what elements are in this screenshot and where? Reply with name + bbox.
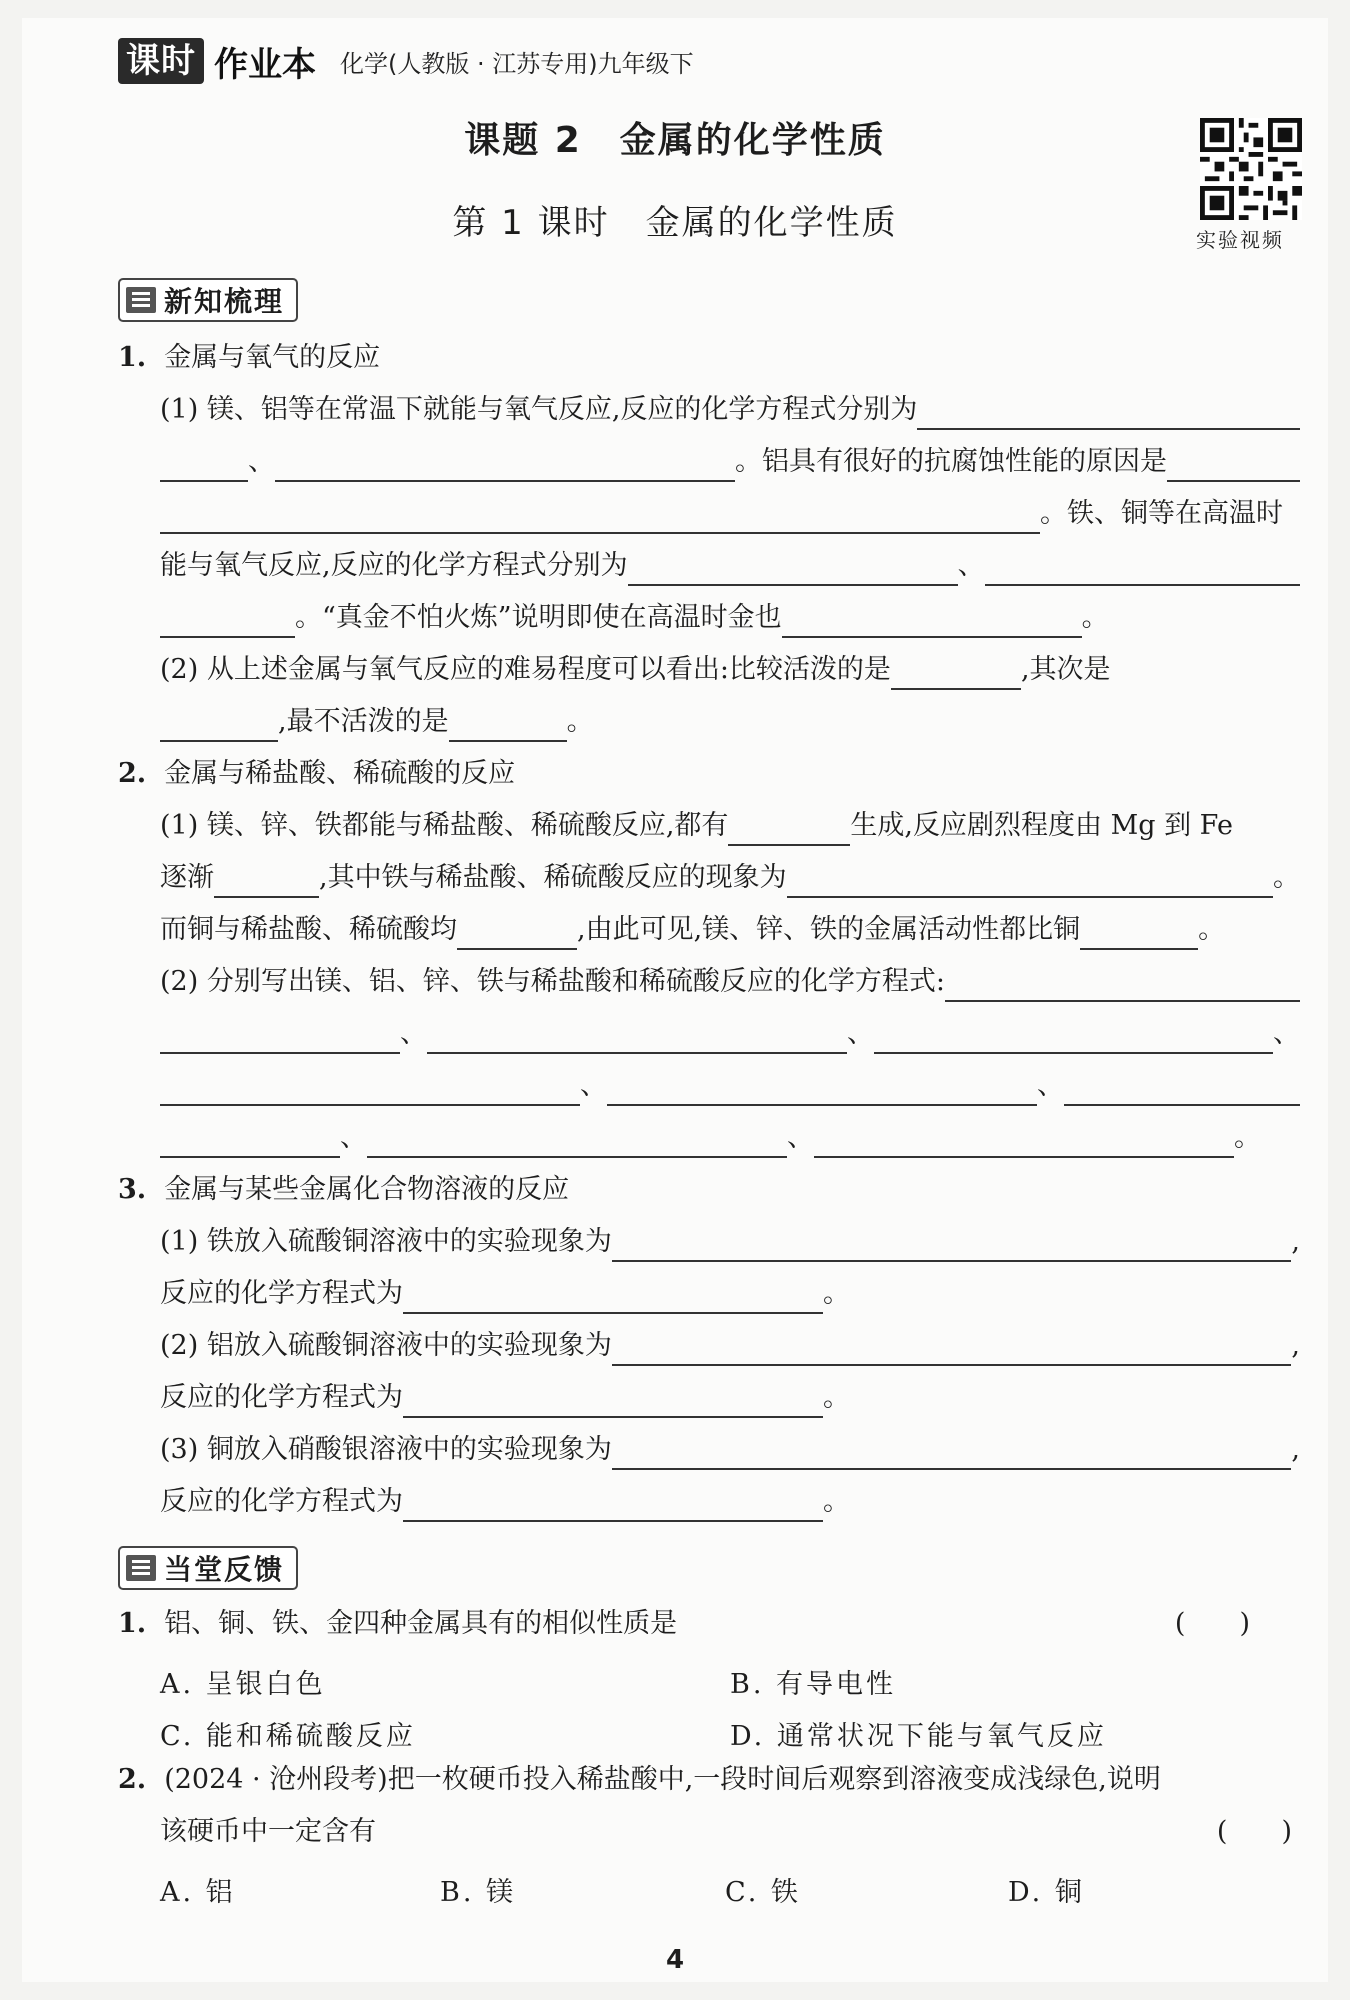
q1-option-b[interactable]: B. 有导电性 [730, 1669, 897, 1700]
item-title: 金属与稀盐酸、稀硫酸的反应 [164, 758, 516, 789]
text: 、 [580, 1070, 607, 1101]
text: 反应的化学方程式为 [160, 1278, 403, 1309]
k1-line-3 [160, 494, 1300, 534]
text: 。铝具有很好的抗腐蚀性能的原因是 [735, 446, 1167, 477]
text: 。“真金不怕火炼”说明即使在高温时金也 [295, 602, 782, 633]
answer-blank[interactable] [160, 604, 295, 638]
text: 、 [787, 1122, 814, 1153]
answer-blank[interactable] [160, 1124, 340, 1158]
pencil-icon [126, 1555, 156, 1581]
q2-option-b[interactable]: B. 镁 [440, 1877, 517, 1908]
item-number: 2. [118, 758, 147, 789]
text: 、 [1273, 1018, 1300, 1049]
q1-option-a[interactable]: A. 呈银白色 [160, 1669, 326, 1700]
question-number: 1. [118, 1608, 147, 1639]
q1-option-c[interactable]: C. 能和稀硫酸反应 [160, 1721, 416, 1752]
text: (2) 铝放入硫酸铜溶液中的实验现象为 [160, 1330, 612, 1361]
text: (1) 铁放入硫酸铜溶液中的实验现象为 [160, 1226, 612, 1257]
answer-blank[interactable] [160, 1020, 400, 1054]
text: 、 [340, 1122, 367, 1153]
answer-blank[interactable] [917, 396, 1300, 430]
text: , [1291, 1330, 1300, 1361]
k2-line-6 [160, 1066, 1300, 1106]
answer-blank[interactable] [1080, 916, 1198, 950]
answer-blank[interactable] [1167, 448, 1300, 482]
answer-blank[interactable] [403, 1488, 823, 1522]
text: ,最不活泼的是 [278, 706, 449, 737]
answer-blank[interactable] [457, 916, 577, 950]
answer-blank[interactable] [874, 1020, 1273, 1054]
answer-blank[interactable] [160, 448, 248, 482]
brand-logo: 课时 [118, 38, 204, 84]
answer-blank[interactable] [607, 1072, 1037, 1106]
section-tag-feedback [118, 1546, 298, 1590]
k3-line-6 [160, 1482, 1300, 1522]
answer-bracket[interactable]: ( ) [1174, 1608, 1250, 1639]
text: 反应的化学方程式为 [160, 1486, 403, 1517]
k3-line-3 [160, 1326, 1300, 1366]
answer-bracket[interactable]: ( ) [1216, 1816, 1292, 1847]
answer-blank[interactable] [985, 552, 1300, 586]
q2-stem [118, 1760, 1300, 1800]
header [118, 38, 694, 84]
answer-blank[interactable] [945, 968, 1300, 1002]
answer-blank[interactable] [275, 448, 735, 482]
k2-line-2 [160, 858, 1300, 898]
text: 生成,反应剧烈程度由 Mg 到 Fe [850, 810, 1233, 841]
section-tag-new-knowledge [118, 278, 298, 322]
answer-blank[interactable] [367, 1124, 787, 1158]
answer-blank[interactable] [612, 1436, 1292, 1470]
item-title: 金属与氧气的反应 [164, 342, 381, 373]
book-subtitle: 化学(人教版 · 江苏专用)九年级下 [340, 49, 694, 78]
item-number: 1. [118, 342, 147, 373]
item-number: 3. [118, 1174, 147, 1205]
text: (3) 铜放入硝酸银溶液中的实验现象为 [160, 1434, 612, 1465]
k1-line-2 [160, 442, 1300, 482]
question-text: 该硬币中一定含有 [160, 1816, 376, 1847]
text: 。 [1081, 602, 1109, 633]
answer-blank[interactable] [612, 1228, 1292, 1262]
q2-option-c[interactable]: C. 铁 [725, 1877, 801, 1908]
k1-line-4 [160, 546, 1300, 586]
answer-blank[interactable] [403, 1280, 823, 1314]
text: ,其次是 [1020, 654, 1111, 685]
q2-option-a[interactable]: A. 铝 [160, 1877, 236, 1908]
k2-line-7 [160, 1118, 1300, 1158]
qr-label: 实验视频 [1196, 228, 1284, 252]
item-title: 金属与某些金属化合物溶液的反应 [164, 1174, 570, 1205]
text: (1) 镁、锌、铁都能与稀盐酸、稀硫酸反应,都有 [160, 810, 729, 841]
answer-blank[interactable] [160, 500, 1040, 534]
brand-name: 作业本 [214, 44, 316, 85]
question-text: 铝、铜、铁、金四种金属具有的相似性质是 [164, 1608, 678, 1639]
text: (1) 镁、铝等在常温下就能与氧气反应,反应的化学方程式分别为 [160, 394, 918, 425]
section-label: 新知梳理 [164, 285, 285, 318]
text: (2) 从上述金属与氧气反应的难易程度可以看出:比较活泼的是 [160, 654, 891, 685]
q1-option-d[interactable]: D. 通常状况下能与氧气反应 [730, 1721, 1107, 1752]
text: 。 [823, 1382, 850, 1413]
text: 、 [248, 446, 275, 477]
text: , [1291, 1226, 1300, 1257]
answer-blank[interactable] [1064, 1072, 1300, 1106]
text: ,其中铁与稀盐酸、稀硫酸反应的现象为 [319, 862, 787, 893]
answer-blank[interactable] [612, 1332, 1292, 1366]
lesson-title: 第 1 课时 金属的化学性质 [452, 203, 898, 243]
k1-heading [118, 338, 1258, 378]
text: 。 [566, 706, 594, 737]
k3-line-2 [160, 1274, 1300, 1314]
k1-line-1 [160, 390, 1300, 430]
answer-blank[interactable] [782, 604, 1082, 638]
text: 而铜与稀盐酸、稀硫酸均 [160, 914, 457, 945]
page-number: 4 [665, 1945, 685, 1975]
answer-blank[interactable] [403, 1384, 823, 1418]
k1-line-5 [160, 598, 1300, 638]
text: 。铁、铜等在高温时 [1040, 498, 1283, 529]
k2-line-4 [160, 962, 1300, 1002]
text: 。 [1234, 1122, 1261, 1153]
text: 。 [823, 1278, 850, 1309]
answer-blank[interactable] [787, 864, 1273, 898]
text: 、 [400, 1018, 427, 1049]
answer-blank[interactable] [427, 1020, 847, 1054]
k3-line-5 [160, 1430, 1300, 1470]
section-label: 当堂反馈 [164, 1553, 285, 1586]
k2-heading [118, 754, 1258, 794]
page-title: 课题 2 金属的化学性质 [464, 120, 886, 161]
q2-stem-line-2 [160, 1812, 1300, 1852]
text: 、 [847, 1018, 874, 1049]
text: (2) 分别写出镁、铝、锌、铁与稀盐酸和稀硫酸反应的化学方程式: [160, 966, 945, 997]
k1-line-6 [160, 650, 1300, 690]
answer-blank[interactable] [728, 812, 850, 846]
answer-blank[interactable] [814, 1124, 1234, 1158]
text: 。 [1273, 862, 1300, 893]
answer-blank[interactable] [214, 864, 319, 898]
qr-code-icon[interactable] [1200, 118, 1302, 220]
k3-line-1 [160, 1222, 1300, 1262]
answer-blank[interactable] [891, 656, 1021, 690]
answer-blank[interactable] [160, 1072, 580, 1106]
text: 。 [823, 1486, 850, 1517]
answer-blank[interactable] [449, 708, 567, 742]
text: 能与氧气反应,反应的化学方程式分别为 [160, 550, 628, 581]
text: ,由此可见,镁、锌、铁的金属活动性都比铜 [577, 914, 1081, 945]
k3-line-4 [160, 1378, 1300, 1418]
k1-line-7 [160, 702, 1300, 742]
text: 、 [1037, 1070, 1064, 1101]
book-icon [126, 287, 156, 313]
answer-blank[interactable] [160, 708, 278, 742]
k3-heading [118, 1170, 1258, 1210]
text: , [1291, 1434, 1300, 1465]
k2-line-3 [160, 910, 1300, 950]
text: 逐渐 [160, 862, 214, 893]
text: 。 [1198, 914, 1226, 945]
answer-blank[interactable] [628, 552, 958, 586]
text: 、 [957, 550, 985, 581]
k2-line-5 [160, 1014, 1300, 1054]
k2-line-1 [160, 806, 1300, 846]
text: 反应的化学方程式为 [160, 1382, 403, 1413]
question-number: 2. [118, 1764, 147, 1795]
question-text: (2024 · 沧州段考)把一枚硬币投入稀盐酸中,一段时间后观察到溶液变成浅绿色,说明 [164, 1764, 1161, 1795]
q2-option-d[interactable]: D. 铜 [1008, 1877, 1085, 1908]
q1-stem [118, 1604, 1300, 1644]
